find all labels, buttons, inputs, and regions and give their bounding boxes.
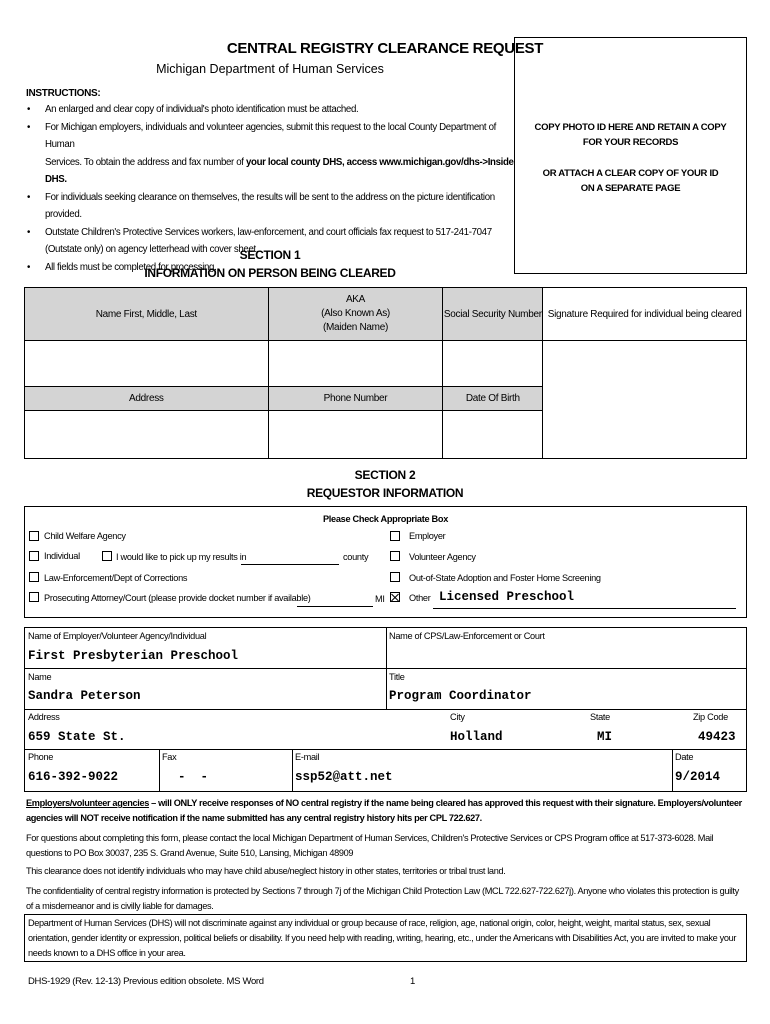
col-ssn-header: Social Security Number [443, 288, 543, 341]
phone-value[interactable]: 616-392-9022 [28, 770, 119, 784]
section1-table [24, 287, 747, 459]
state-value[interactable]: MI [597, 730, 613, 744]
fax-value[interactable]: - - [178, 770, 209, 784]
requestor-details-grid [24, 627, 747, 792]
title-label: Title [389, 672, 405, 682]
photo-box-line: COPY PHOTO ID HERE AND RETAIN A COPY [534, 122, 727, 133]
city-label: City [450, 712, 465, 722]
section2-heading: SECTION 2 [354, 468, 416, 482]
zip-value[interactable]: 49423 [698, 730, 736, 744]
prosecuting-label: Prosecuting Attorney/Court (please provide docket number if available) [44, 593, 311, 603]
page-number: 1 [410, 976, 416, 987]
requestor-type-box [24, 506, 747, 618]
other-label: Other [409, 593, 431, 603]
name-label: Name [28, 672, 52, 682]
instruction-item: • For individuals seeking clearance on themselves, the results will be sent to the address on the picture identification provided. [26, 189, 516, 224]
state-label: State [590, 712, 610, 722]
section1-heading: SECTION 1 [239, 248, 301, 262]
other-input-line [433, 608, 736, 609]
address-value[interactable]: 659 State St. [28, 730, 126, 744]
employer-name-label: Name of Employer/Volunteer Agency/Individual [28, 631, 207, 641]
child-welfare-checkbox[interactable] [29, 531, 39, 541]
col-signature-header: Signature Required for individual being cleared [543, 288, 747, 341]
individual-checkbox[interactable] [29, 551, 39, 561]
confidentiality-notice: The confidentiality of central registry information is protected by Sections 7 through 7j of the Michigan Child Protection Law (MCL 722.627-722.627j). Anyone who violates this protection is guilty of a misdemeanor and is civilly liable for damages. [26, 886, 739, 911]
col-name-header: Name First, Middle, Last [25, 288, 269, 341]
phone-label: Phone [28, 752, 54, 762]
address-field[interactable] [25, 411, 269, 459]
cps-name-label: Name of CPS/Law-Enforcement or Court [389, 631, 545, 641]
phone-field[interactable] [268, 411, 443, 459]
other-value[interactable]: Licensed Preschool [439, 590, 575, 604]
email-value[interactable]: ssp52@att.net [295, 770, 393, 784]
child-welfare-label: Child Welfare Agency [44, 531, 126, 541]
photo-box-line: FOR YOUR RECORDS [582, 137, 679, 148]
outstate-checkbox[interactable] [390, 572, 400, 582]
other-checkbox[interactable] [390, 592, 400, 602]
name-field[interactable] [25, 341, 269, 387]
photo-id-box[interactable] [514, 37, 747, 274]
pickup-label: I would like to pick up my results in [116, 552, 247, 562]
employer-name-value[interactable]: First Presbyterian Preschool [28, 649, 239, 663]
photo-box-line: ON A SEPARATE PAGE [580, 183, 681, 194]
nondiscrimination-notice: Department of Human Services (DHS) will not discriminate against any individual or group because of race, religion, age, national origin, color, height, weight, marital status, sex, sexual orientation, gender identity or expression, political beliefs or disability. If you need help with reading, writing, hearing, etc., under the Americans with Disabilities Act, you are invited to make your needs known to a DHS office in your area. [28, 918, 737, 958]
cps-name-field[interactable] [389, 646, 739, 664]
form-id: DHS-1929 (Rev. 12-13) Previous edition obsolete. MS Word [28, 976, 264, 987]
outstate-label: Out-of-State Adoption and Foster Home Screening [409, 573, 601, 583]
col-address-header: Address [25, 387, 269, 411]
county-label: county [343, 552, 369, 562]
form-title: CENTRAL REGISTRY CLEARANCE REQUEST [226, 40, 544, 57]
city-value[interactable]: Holland [450, 730, 503, 744]
col-dob-header: Date Of Birth [443, 387, 543, 411]
address-label: Address [28, 712, 60, 722]
fax-label: Fax [162, 752, 177, 762]
date-label: Date [675, 752, 694, 762]
volunteer-label: Volunteer Agency [409, 552, 476, 562]
title-value[interactable]: Program Coordinator [389, 689, 532, 703]
volunteer-checkbox[interactable] [390, 551, 400, 561]
date-value[interactable]: 9/2014 [675, 770, 721, 784]
nondiscrimination-box [24, 914, 747, 962]
col-aka-header: AKA (Also Known As) (Maiden Name) [268, 288, 443, 341]
name-value[interactable]: Sandra Peterson [28, 689, 141, 703]
instruction-item: • All fields must be completed for processing. [26, 259, 516, 277]
aka-field[interactable] [268, 341, 443, 387]
questions-notice: For questions about completing this form, please contact the local Michigan Department of Human Services, Children's Protective Services or CPS Program office at 517-373-6028. Mail questions to PO Box 30037, 235 S. Grand Avenue, Suite 510, Lansing, Michigan 48909 [26, 833, 714, 858]
instruction-item: • For Michigan employers, individuals and volunteer agencies, submit this request to the local County Department of Human [26, 119, 516, 154]
instruction-item-continued: Services. To obtain the address and fax number of your local county DHS, access www.michigan.gov/dhs->Inside DHS. [45, 156, 514, 185]
zip-label: Zip Code [693, 712, 728, 722]
instructions-heading: INSTRUCTIONS: [26, 88, 101, 99]
signature-field[interactable] [543, 341, 747, 459]
check-heading: Please Check Appropriate Box [322, 514, 449, 524]
col-phone-header: Phone Number [268, 387, 443, 411]
employer-checkbox[interactable] [390, 531, 400, 541]
section1-subheading: INFORMATION ON PERSON BEING CLEARED [144, 266, 396, 280]
section2-subheading: REQUESTOR INFORMATION [306, 486, 464, 500]
prosecuting-checkbox[interactable] [29, 592, 39, 602]
instruction-item: • Outstate Children's Protective Services workers, law-enforcement, and court officials fax request to 517-241-7047 [26, 224, 516, 242]
mi-label: MI [375, 594, 385, 604]
instruction-item: • An enlarged and clear copy of individual's photo identification must be attached. [26, 101, 516, 119]
ssn-field[interactable] [443, 341, 543, 387]
photo-box-line: OR ATTACH A CLEAR COPY OF YOUR ID [542, 168, 719, 179]
individual-label: Individual [44, 551, 80, 561]
law-enforcement-checkbox[interactable] [29, 572, 39, 582]
dob-field[interactable] [443, 411, 543, 459]
employer-notice: Employers/volunteer agencies – will ONLY receive responses of NO central registry if the name being cleared has approved this request with their signature. Employers/volunteer agencies will NOT receive notification if the name submitted has any central registry history hits per CPL 722.627. [26, 798, 742, 823]
county-input-line[interactable] [241, 564, 339, 565]
instruction-item-continued: (Outstate only) on agency letterhead with cover sheet. [45, 244, 259, 255]
email-label: E-mail [295, 752, 320, 762]
docket-input-line[interactable] [297, 606, 373, 607]
pickup-checkbox[interactable] [102, 551, 112, 561]
employer-label: Employer [409, 531, 446, 541]
law-enforcement-label: Law-Enforcement/Dept of Corrections [44, 573, 188, 583]
clearance-notice: This clearance does not identify individuals who may have child abuse/neglect history in other states, territories or tribal trust land. [26, 866, 506, 876]
form-subtitle: Michigan Department of Human Services [156, 62, 384, 76]
